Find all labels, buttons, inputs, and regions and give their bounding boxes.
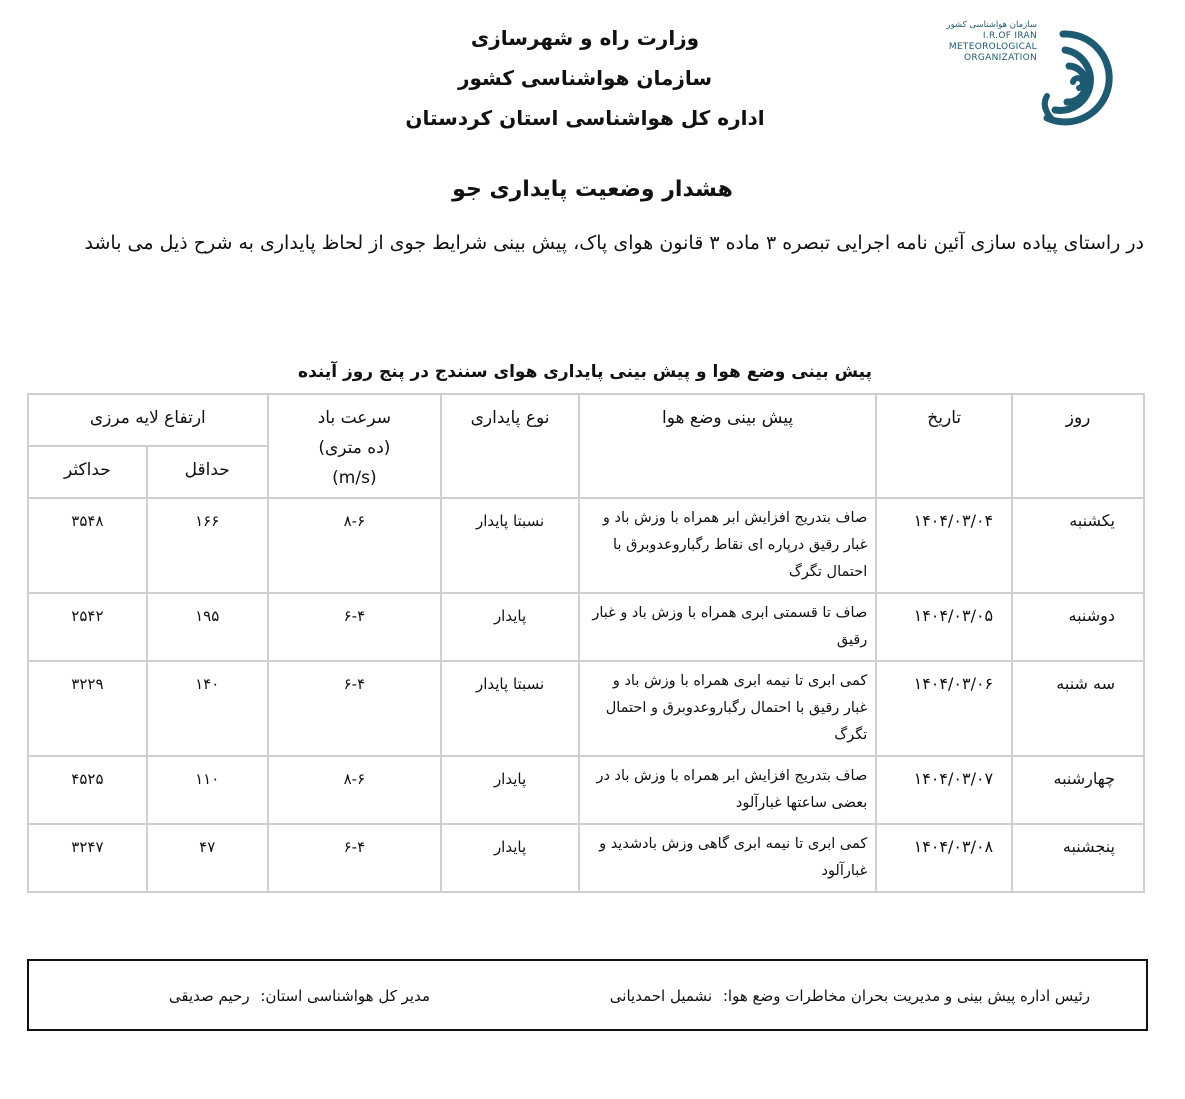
cell-date: ۱۴۰۴/۰۳/۰۷ [876, 756, 1012, 824]
header-min: حداقل [147, 446, 268, 498]
cell-stability: نسبتا پایدار [441, 498, 579, 593]
forecast-head-signature [610, 987, 1090, 1005]
cell-wind: ۶-۴ [268, 824, 442, 892]
director-signature [169, 987, 430, 1005]
organization-name: سازمان هواشناسی کشور [457, 66, 713, 90]
header-boundary-layer: ارتفاع لایه مرزی [28, 394, 268, 446]
cell-weather: صاف بتدریج افزایش ابر همراه با وزش باد در بعضی ساعتها غبارآلود [579, 756, 876, 824]
table-row [28, 661, 1144, 756]
cell-max: ۲۵۴۲ [28, 593, 147, 661]
logo-english-line-3: ORGANIZATION [963, 53, 1037, 63]
document-title: هشدار وضعیت پایداری جو [452, 177, 733, 202]
cell-wind: ۶-۴ [268, 593, 442, 661]
table-header-row [28, 394, 1144, 446]
cell-date: ۱۴۰۴/۰۳/۰۶ [876, 661, 1012, 756]
cell-wind: ۶-۴ [268, 661, 442, 756]
header-wind-speed [268, 394, 442, 498]
logo-english-line-1: I.R.OF IRAN [982, 31, 1037, 41]
director-name: رحیم صدیقی [168, 987, 250, 1005]
department-name: اداره کل هواشناسی استان کردستان [405, 106, 765, 130]
table-row [28, 498, 1144, 593]
cell-day: سه شنبه [1012, 661, 1144, 756]
cell-day: دوشنبه [1012, 593, 1144, 661]
cell-max: ۳۲۴۷ [28, 824, 147, 892]
cell-min: ۴۷ [147, 824, 268, 892]
table-row [28, 756, 1144, 824]
cell-stability: پایدار [441, 756, 579, 824]
header-weather: پیش بینی وضع هوا [579, 394, 876, 498]
forecast-head-name: نشمیل احمدیانی [609, 987, 713, 1005]
cell-weather: کمی ابری تا نیمه ابری گاهی وزش بادشدید و غبارآلود [579, 824, 876, 892]
cell-wind: ۸-۶ [268, 756, 442, 824]
table-row [28, 824, 1144, 892]
cell-min: ۱۶۶ [147, 498, 268, 593]
header-wind-title: سرعت باد [317, 408, 392, 428]
intro-paragraph: در راستای پیاده سازی آئین نامه اجرایی تبصره ۳ ماده ۳ قانون هوای پاک، پیش بینی شرایط جوی از لحاظ پایداری به شرح ذیل می باشد [84, 232, 1144, 254]
header-day: روز [1012, 394, 1144, 498]
cell-date: ۱۴۰۴/۰۳/۰۴ [876, 498, 1012, 593]
cell-max: ۳۲۲۹ [28, 661, 147, 756]
signature-box [27, 959, 1148, 1031]
cell-stability: پایدار [441, 824, 579, 892]
forecast-table [27, 393, 1145, 893]
cell-stability: نسبتا پایدار [441, 661, 579, 756]
forecast-head-role: رئیس اداره پیش بینی و مدیریت بحران مخاطرات وضع هوا: [722, 987, 1090, 1005]
cell-max: ۳۵۴۸ [28, 498, 147, 593]
letterhead [380, 18, 790, 138]
cell-stability: پایدار [441, 593, 579, 661]
cell-day: چهارشنبه [1012, 756, 1144, 824]
header-wind-unit: (m/s) [332, 468, 377, 488]
logo-english-line-2: METEOROLOGICAL [948, 42, 1037, 52]
cell-max: ۴۵۲۵ [28, 756, 147, 824]
logo-persian-text: سازمان هواشناسی کشور [946, 20, 1037, 30]
logo-text [927, 20, 1037, 64]
header-stability: نوع پایداری [441, 394, 579, 498]
cell-min: ۱۹۵ [147, 593, 268, 661]
cell-date: ۱۴۰۴/۰۳/۰۸ [876, 824, 1012, 892]
cell-day: پنجشنبه [1012, 824, 1144, 892]
header-max: حداکثر [28, 446, 147, 498]
cell-weather: صاف بتدریج افزایش ابر همراه با وزش باد و غبار رقیق درپاره ای نقاط رگباروعدوبرق با احتمال تگرگ [579, 498, 876, 593]
meteorological-organization-logo [946, 18, 1125, 138]
table-row [28, 593, 1144, 661]
table-title: پیش بینی وضع هوا و پیش بینی پایداری هوای سنندج در پنج روز آینده [298, 362, 872, 382]
header-date: تاریخ [876, 394, 1012, 498]
ministry-name: وزارت راه و شهرسازی [470, 26, 700, 50]
cell-min: ۱۴۰ [147, 661, 268, 756]
header-wind-height: (ده متری) [318, 438, 391, 458]
cell-day: یکشنبه [1012, 498, 1144, 593]
spiral-emblem-icon [1033, 26, 1125, 138]
cell-weather: کمی ابری تا نیمه ابری همراه با وزش باد و غبار رقیق با احتمال رگباروعدوبرق و احتمال تگرگ [579, 661, 876, 756]
cell-min: ۱۱۰ [147, 756, 268, 824]
director-role: مدیر کل هواشناسی استان: [260, 987, 430, 1005]
cell-date: ۱۴۰۴/۰۳/۰۵ [876, 593, 1012, 661]
cell-wind: ۸-۶ [268, 498, 442, 593]
cell-weather: صاف تا قسمتی ابری همراه با وزش باد و غبار رقیق [579, 593, 876, 661]
